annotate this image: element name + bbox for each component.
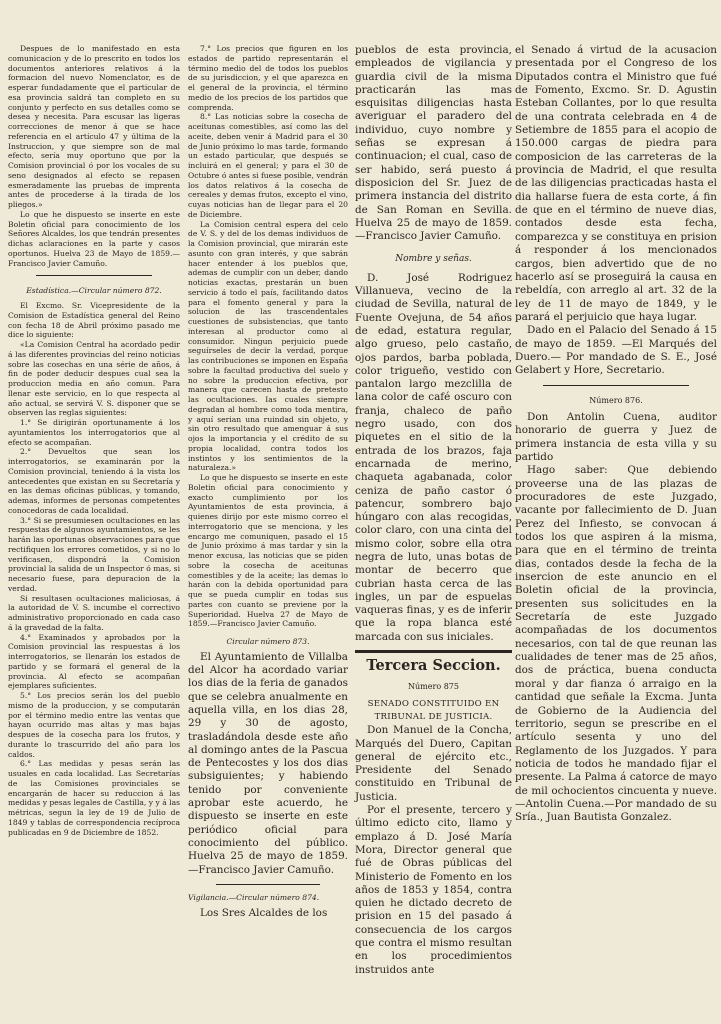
paragraph: Lo que he dispuesto se inserte en este Boletin oficial para conocimiento de los Señores Alcaldes, los que tendrán presentes dichas aclaraciones en la parte y casos oportunos. Huelva 23 de Mayo de 1859.—Francisco Javier Camuño. [8, 209, 180, 268]
divider [543, 385, 689, 386]
paragraph: pueblos de esta provincia, empleados de vigilancia y guardia civil de la misma practicarán las mas esquisitas diligencias hasta averiguar el paradero del individuo, cuyo nombre y señas se expresan á continuacion; el cual, caso de ser habido, será puesto á disposicion del Sr. Juez de primera instancia del distrito de San Roman en Sevilla. Huelva 25 de mayo de 1859.—Francisco Javier Camuño. [355, 44, 512, 243]
paragraph: 6.° Las medidas y pesas serán las usuales en cada localidad. Las Secretarías de las Comisiones provinciales se encargarán de hacer su reduccion á las medidas y pesas legales de Castilla, y y á las métricas, segun la ley de 19 de Julio de 1849 y tablas de correspondencia recíproca publicadas en 9 de Diciembre de 1852. [8, 759, 180, 837]
paragraph: 5.° Los precios serán los del pueblo mismo de la produccion, y se computarán por el término medio entre las ventas que hayan ocurrido mas altas y mas bajas despues de la cosecha para los frutos, y durante lo trascurrido del año para los caldos. [8, 691, 180, 759]
paragraph: El Ayuntamiento de Villalba del Alcor ha acordado variar los dias de la feria de ganados que se celebra anualmente en aquella villa, en los dias 28, 29 y 30 de agosto, trasladándola desde este año al domingo antes de la Pascua de Pentecostes y los dos dias subsiguientes; y habiendo tenido por conveniente aprobar este acuerdo, he dispuesto se inserte en este periódico oficial para conocimiento del público. Huelva 25 de mayo de 1859.—Francisco Javier Camuño. [188, 650, 348, 876]
paragraph: Los Sres Alcaldes de los [200, 906, 328, 919]
paragraph: 8.° Las noticias sobre la cosecha de aceitunas comestibles, así como las del aceite, deben venir á Madrid para el 30 de Junio próximo lo mas tarde, formando un estado particular, que después se incluirá en el general; y para el 30 de Octubre ó antes si fuese posible, vendrán los datos relativos á la cosecha de cereales y demas frutos, excepto el vino, cuyas noticias han de llegar para el 20 de Diciembre. [188, 112, 348, 219]
section-heading: Nombre y señas. [395, 254, 472, 265]
paragraph: Dado en el Palacio del Senado á 15 de mayo de 1859. —El Marqués del Duero.— Por mandado de S. E., José Gelabert y Hore, Secretario. [515, 324, 717, 377]
paragraph: La Comision central espera del celo de V. S. y del de los demas individuos de la Comision provincial, que mirarán este asunto con gran interés, y que sabrán hacer entender á los pueblos que, ademas de cumplir con un deber, dando noticias exactas, prestarán un buen servicio á todo el país, facilitando datos para el fomento general y para la solucion de las trascendentales cuestiones de subsistencias, que tanto interesan al productor como al consumidor. Ningun perjuicio puede seguírseles de decir la verdad, porque las contribuciones se imponen en España sobre la facultad productiva del suelo y no sobre la produccion efectiva, por manera que carecen hasta de pretesto las ocultaciones. Ias cuales siempre degradan al hombre como toda mentira, y aquí serian una ruindad sin objeto, y sin otro resultado que amenguar á sus ojos la importancia y el crédito de su propia localidad, contra todos los instintos y los sentimientos de la naturaleza.» [188, 219, 348, 473]
notice-number: Número 875 [408, 682, 459, 692]
column-1 [8, 44, 180, 837]
section-heading: Circular número 873. [226, 637, 310, 646]
paragraph: Lo que he dispuesto se inserte en este Boletin oficial para conocimiento y exacto cumplimiento por los Ayuntamientos de esta provincia, á quienes dirijo por este mismo correo el interrogatorio que se menciona, y les encargo me comuniquen, pasado el 15 de Junio próximo á mas tardar y sin la menor excusa, las noticias que se piden sobre la cosecha de aceitunas comestibles y de la aceite; las demas lo harán con la debida oportunidad para que se pueda cumplir en todas sus partes con cuanto se previene por la Superioridad. Huelva 27 de Mayo de 1859.—Francisco Javier Camuño. [188, 473, 348, 629]
paragraph: Don Manuel de la Concha, Marqués del Duero, Capitan general de ejército etc., Presidente del Senado constituido en Tribunal de Justicia. [355, 724, 512, 803]
section-heading: Estadística.—Circular número 872. [26, 286, 162, 296]
column-4 [515, 44, 717, 825]
paragraph: 1.° Se dirigirán oportunamente á los ayuntamientos los interrogatorios que al efecto se acompañan. [8, 418, 180, 447]
paragraph: Don Antolin Cuena, auditor honorario de guerra y Juez de primera instancia de esta villa y su partido [515, 410, 717, 463]
paragraph: 4.° Examinados y aprobados por la Comision provincial las respuestas á los interrogatorios, se llenarán los estados de partido y se formará el general de la provincia. Al efecto se acompañan ejemplares suficientes. [8, 632, 180, 691]
column-3 [355, 44, 512, 977]
divider [216, 884, 320, 885]
paragraph: el Senado á virtud de la acusacion presentada por el Congreso de los Diputados contra el Ministro que fué de Fomento, Excmo. Sr. D. Agustin Esteban Collantes, por lo que resulta de una contrata celebrada en 4 de Setiembre de 1855 para el acopio de 150.000 cargas de piedra para composicion de las carreteras de la provincia de Madrid, el que resulta de las diligencias practicadas hasta el dia hallarse fuera de esta corte, á fin de que en el término de nueve dias, contados desde esta fecha, comparezca y se constituya en prision á responder á los mencionados cargos, bien advertido que de no hacerlo así se proseguirá la causa en rebeldía, con arreglo al art. 32 de la ley de 11 de mayo de 1849, y le parará el perjuicio que haya lugar. [515, 44, 717, 323]
paragraph: 3.° Si se presumiesen ocultaciones en las respuestas de algunos ayuntamientos, se les harán las oportunas observaciones para que rectifiquen los errores cometidos, y si no lo verificasen, dispondrá la Comision provincial la salida de un Inspector ó mas, si necesario fuese, para depuracion de la verdad. [8, 515, 180, 593]
section-rule [355, 650, 512, 653]
section-title: Tercera Seccion. [366, 657, 501, 675]
paragraph: 2.° Devueltos que sean los interrogatorios, se examinarán por la Comision provincial, teniendo á la vista los antecedentes que existan en su Secretaría y en las demas oficinas públicas, y tomando, ademas, informes de personas competentes conocedoras de cada localidad. [8, 447, 180, 515]
paragraph: Hago saber: Que debiendo proveerse una de las plazas de procuradores de este Juzgado, vacante por fallecimiento de D. Juan Perez del Infiesto, se convocan á todos los que aspiren á la misma, para que en el término de treinta dias, contados desde la fecha de la insercion de este anuncio en el Boletin oficial de la provincia, presenten sus solicitudes en la Secretaría de este Juzgado acompañadas de los documentos necesarios, con tal de que reunan las cualidades de tener mas de 25 años, dos de práctica, buena conducta moral y dar fianza ó arraigo en la cantidad que señale la Excma. Junta de Gobierno de la Audiencia del territorio, segun se prescribe en el artículo sesenta y uno del Reglamento de los Juzgados. Y para noticia de todos he mandado fijar el presente. La Palma á catorce de mayo de mil ochocientos cincuenta y nueve.—Antolin Cuena.—Por mandado de su Sría., Juan Bautista Gonzalez. [515, 464, 717, 824]
paragraph: Despues de lo manifestado en esta comunicacion y de lo prescrito en todos los documentos anteriores relativos á la formacion del nuevo Nomenclator, es de esperar fundadamente que el particular de esa provincia saldrá tan completo en su conjunto y perfecto en sus detalles como se desea y necesita. Para escusar las ligeras correcciones de menor á que se hace referencia en el artículo 47 y última de la Instruccion, y que siempre son de mal efecto, sería muy oportuno que por la Comision provincial ó por los vocales de su seno designados al efecto se repasen esmeradamente las pruebas de imprenta antes de procederse á la tirada de los pliegos.» [8, 44, 180, 209]
notice-subtitle: SENADO CONSTITUIDO EN TRIBUNAL DE JUSTICIA. [367, 698, 500, 722]
paragraph: Por el presente, tercero y último edicto cito, llamo y emplazo á D. José María Mora, Director general que fué de Obras públicas del Ministerio de Fomento en los años de 1853 y 1854, contra quien he dictado decreto de prision en 15 del pasado á consecuencia de los cargos que contra el mismo resultan en los procedimientos instruidos ante [355, 804, 512, 976]
column-2 [188, 44, 348, 920]
paragraph: 7.° Los precios que figuren en los estados de partido representarán el término medio del de todos los pueblos de su jurisdiccion, y el que aparezca en el general de la provincia, el término medio de los precios de los partidos que comprenda. [188, 44, 348, 112]
divider [36, 275, 152, 276]
notice-number: Número 876. [589, 395, 643, 405]
paragraph: Si resultasen ocultaciones maliciosas, á la autoridad de V. S. incumbe el correctivo administrativo proporcionado en cada caso á la gravedad de la falta. [8, 593, 180, 632]
paragraph: «La Comision Central ha acordado pedir á las diferentes provincias del reino noticias sobre las cosechas en una série de años, á fin de poder deducir despues cual sea la produccion media en año comun. Para llenar este servicio, en lo que respecta al año actual, se servirá V. S. disponer que se observen las reglas siguientes: [8, 340, 180, 418]
section-heading: Vigilancia.—Circular número 874. [188, 892, 320, 902]
paragraph: D. José Rodriguez Villanueva, vecino de la ciudad de Sevilla, natural de Fuente Ovejuna, de 54 años de edad, estatura regular, algo grueso, pelo castaño, ojos pardos, barba poblada, color trigueño, vestido con pantalon largo mezclilla de lana color de café oscuro con franja, chaleco de paño negro usado, con dos piquetes en el sitio de la entrada de los brazos, faja encarnada de merino, chaqueta agabanada, color ceniza de paño castor ó patencur, sombrero bajo húngaro con alas recogidas, color claro, con una cinta del mismo color, sobre ella otra negra de luto, unas botas de montar de becerro que cubrian hasta cerca de las ingles, un par de espuelas vaqueras finas, y es de inferir que la ropa blanca esté marcada con sus iniciales. [355, 271, 512, 643]
paragraph: El Excmo. Sr. Vicepresidente de la Comision de Estadística general del Reino con fecha 18 de Abril próximo pasado me dice lo siguiente: [8, 301, 180, 340]
